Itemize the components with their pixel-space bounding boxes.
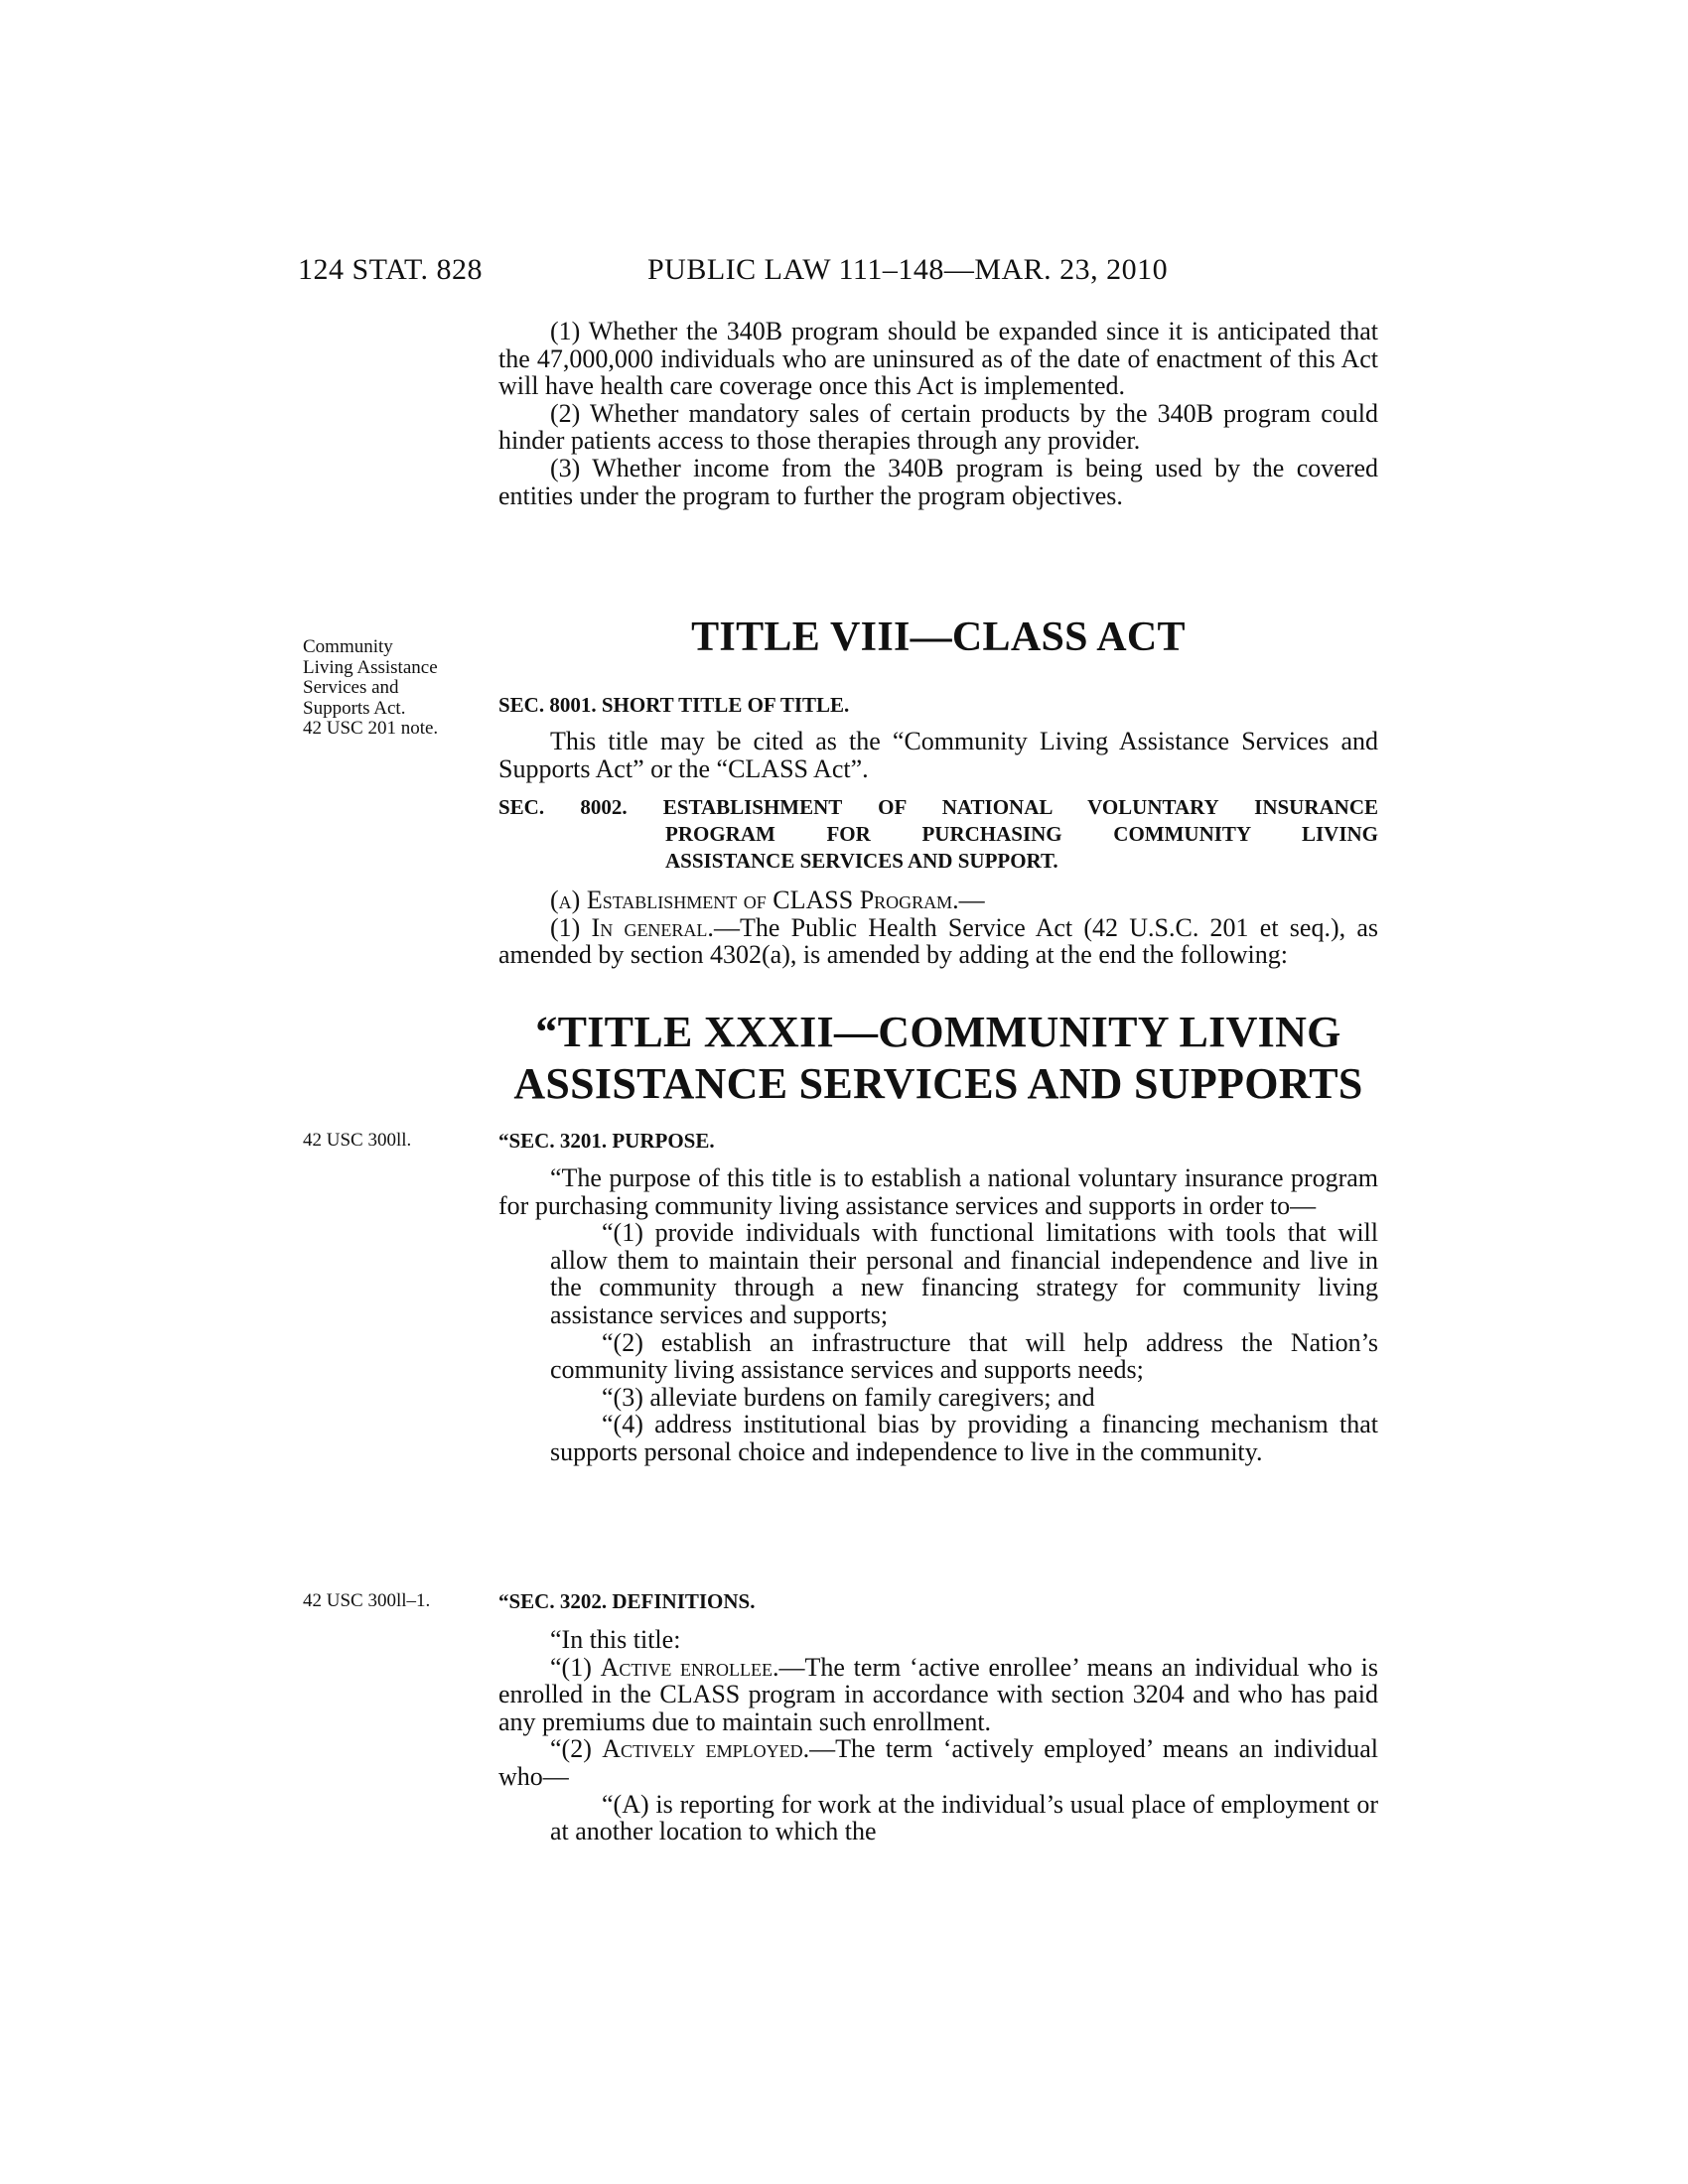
definition-2-a: “(A) is reporting for work at the individual’s usual place of employment or at another location to which the (550, 1789, 1378, 1846)
sec-8002-heading-line-3: ASSISTANCE SERVICES AND SUPPORT. (665, 849, 1058, 873)
sec-3201-item-4: “(4) address institutional bias by providing a financing mechanism that supports personal choice and independence to live in the community. (550, 1410, 1378, 1466)
margin-note-line: Community (303, 636, 393, 657)
sec-3202-body (498, 1626, 1378, 1845)
sec-3201-intro: “The purpose of this title is to establish a national voluntary insurance program for purchasing community living assistance services and supports in order to— (498, 1163, 1378, 1220)
margin-note-line: 42 USC 201 note. (303, 718, 439, 739)
margin-note-line: Living Assistance (303, 656, 438, 678)
paragraph-1-label: (1) In general. (550, 912, 714, 942)
running-title: PUBLIC LAW 111–148—MAR. 23, 2010 (647, 253, 1169, 286)
definition-2-prefix: “(2) (550, 1734, 603, 1764)
definition-1-label: Active enrollee. (600, 1652, 779, 1682)
title-xxxii-line-1: “TITLE XXXII—COMMUNITY LIVING (535, 1008, 1341, 1056)
sec-8001-heading: SEC. 8001. SHORT TITLE OF TITLE. (498, 693, 850, 717)
definition-2-text: —The term ‘actively employed’ means an individual who— (498, 1734, 1378, 1791)
sec-3201-item-1: “(1) provide individuals with functional limitations with tools that will allow them to maintain their personal and financial independence and live in the community through a new financing strategy for community living assistance services and supports; (550, 1218, 1378, 1329)
sec-8002-heading (498, 794, 1378, 875)
sec-3202-intro: “In this title: (550, 1625, 681, 1654)
paragraph-1-text: —The Public Health Service Act (42 U.S.C. 201 et seq.), as amended by section 4302(a), is amended by adding at the end the following: (498, 912, 1378, 970)
sec-3201-item-2: “(2) establish an infrastructure that will help address the Nation’s community living assistance services and supports needs; (550, 1327, 1378, 1385)
intro-paragraphs (498, 318, 1378, 509)
subsection-a (498, 887, 1378, 914)
margin-note-usc-3201 (303, 1131, 487, 1152)
title-xxxii-line-2: ASSISTANCE SERVICES AND SUPPORTS (513, 1059, 1363, 1108)
sec-3201-item-3: “(3) alleviate burdens on family caregivers; and (602, 1382, 1095, 1412)
definition-2 (447, 1735, 1378, 1790)
sec-8002-heading-line-2: PROGRAM FOR PURCHASING COMMUNITY LIVING (665, 822, 1378, 846)
sec-8002-heading-line-1: SEC. 8002. ESTABLISHMENT OF NATIONAL VOLUNTARY INSURANCE (498, 795, 1378, 819)
margin-note-class-act (303, 637, 487, 740)
margin-note-line: 42 USC 300ll. (303, 1130, 412, 1151)
subsection-a-heading: (a) Establishment of CLASS Program.— (550, 886, 985, 914)
page-reference: 124 STAT. 828 (298, 253, 484, 286)
sec-3202-heading: “SEC. 3202. DEFINITIONS. (498, 1589, 756, 1613)
definition-1 (447, 1654, 1378, 1736)
running-head (298, 253, 1370, 293)
sec-8002-body (498, 887, 1378, 969)
definition-2-label: Actively employed. (602, 1734, 810, 1764)
sec-8001-text: This title may be cited as the “Community Living Assistance Services and Supports Act” or the “CLASS Act”. (498, 727, 1378, 783)
title-xxxii-heading (498, 1007, 1378, 1110)
intro-paragraph-1: (1) Whether the 340B program should be expanded since it is anticipated that the 47,000,000 individuals who are uninsured as of the date of enactment of this Act will have health care coverage once this Act is implemented. (498, 317, 1378, 401)
margin-note-line: Supports Act. (303, 697, 406, 719)
sec-8001-text-block (498, 728, 1378, 782)
margin-note-usc-3202 (303, 1591, 487, 1612)
paragraph-1 (447, 914, 1378, 969)
margin-note-line: Services and (303, 677, 399, 698)
definition-1-prefix: “(1) (550, 1652, 601, 1682)
sec-3201-body (498, 1164, 1378, 1466)
sec-3201-heading: “SEC. 3201. PURPOSE. (498, 1129, 715, 1153)
title-viii-heading: TITLE VIII—CLASS ACT (691, 614, 1186, 660)
intro-paragraph-3: (3) Whether income from the 340B program is being used by the covered entities under the program to further the program objectives. (498, 453, 1378, 510)
intro-paragraph-2: (2) Whether mandatory sales of certain products by the 340B program could hinder patients access to those therapies through any provider. (498, 398, 1378, 456)
margin-note-line: 42 USC 300ll–1. (303, 1590, 431, 1611)
definition-1-text: —The term ‘active enrollee’ means an individual who is enrolled in the CLASS program in accordance with section 3204 and who has paid any premiums due to maintain such enrollment. (498, 1652, 1379, 1736)
